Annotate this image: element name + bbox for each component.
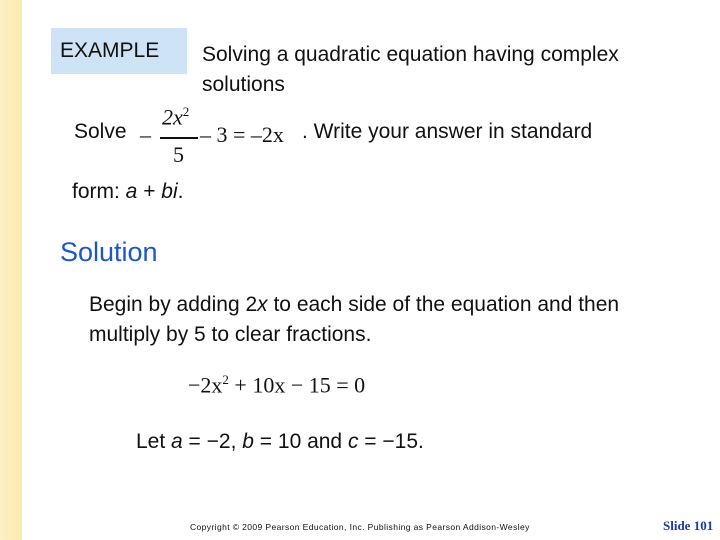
copyright-footer: Copyright © 2009 Pearson Education, Inc. Publishing as Pearson Addison-Wesley	[190, 522, 530, 532]
para-x: x	[257, 293, 268, 316]
let-c: c	[347, 430, 359, 453]
numerator-coefficient: 2x	[162, 104, 183, 130]
form-bi: bi	[161, 180, 178, 203]
equation-leading-minus: –	[140, 122, 151, 147]
form-plus: +	[137, 180, 162, 203]
fraction-bar	[160, 137, 198, 139]
numerator-exponent: 2	[182, 104, 190, 119]
let-b: b	[242, 430, 254, 453]
solution-paragraph	[89, 290, 679, 350]
form-prefix: form:	[72, 180, 126, 203]
example-label: EXAMPLE	[60, 39, 160, 62]
let-prefix: Let	[136, 430, 172, 453]
cleared-equation	[188, 372, 365, 398]
let-a-value: = −2,	[182, 430, 243, 453]
let-c-value: = −15.	[358, 430, 424, 453]
form-end: .	[177, 180, 184, 203]
coefficients-line	[136, 430, 424, 454]
solution-title: Solution	[60, 237, 158, 267]
problem-equation	[140, 102, 300, 168]
let-a: a	[171, 430, 183, 453]
form-a: a	[125, 180, 138, 203]
equation-denominator: 5	[173, 142, 184, 167]
equation-rest: – 3 = –2x	[200, 122, 284, 147]
eq2-part-2: + 10x − 15 = 0	[228, 372, 366, 398]
slide-number: Slide 101	[663, 518, 714, 533]
left-decorative-stripe	[0, 0, 22, 540]
let-b-value: = 10 and	[253, 430, 348, 453]
eq2-exponent: 2	[222, 372, 229, 387]
para-text-1: Begin by adding 2	[89, 293, 258, 316]
para-text-2: to each side of the equation and then multiply by 5 to clear fractions.	[89, 293, 620, 346]
standard-form-line	[72, 180, 184, 204]
eq2-part-1: −2x	[188, 372, 223, 398]
solve-word: Solve	[74, 120, 127, 143]
equation-numerator	[162, 104, 189, 130]
example-heading: Solving a quadratic equation having complex solutions	[202, 43, 619, 96]
problem-instruction: . Write your answer in standard	[302, 120, 593, 143]
